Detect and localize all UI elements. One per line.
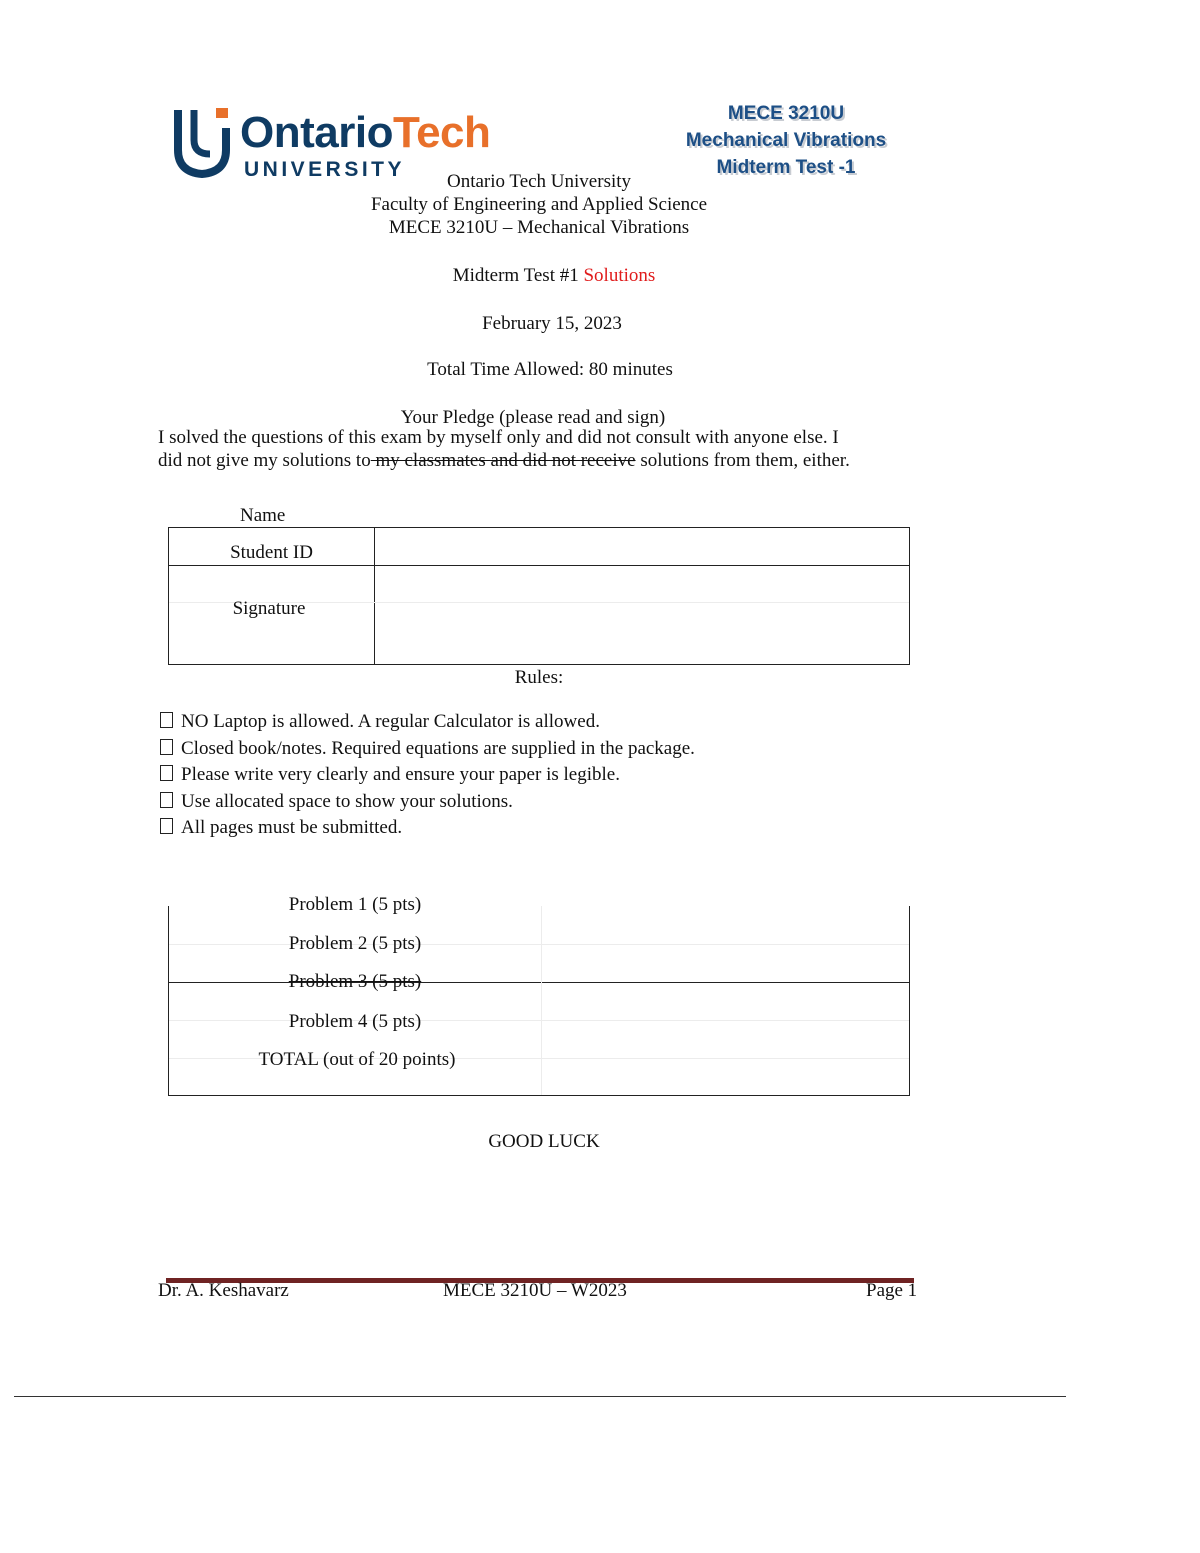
rule-item: All pages must be submitted. <box>160 816 695 843</box>
score-table <box>168 894 910 1096</box>
logo-wordmark <box>240 108 490 158</box>
score-row-problem-1: Problem 1 (5 pts) <box>288 894 422 915</box>
checkbox-icon <box>160 818 173 834</box>
checkbox-icon <box>160 712 173 728</box>
score-row-problem-4: Problem 4 (5 pts) <box>288 1011 422 1032</box>
footer-course: MECE 3210U – W2023 <box>443 1280 627 1301</box>
student-id-label: Student ID <box>230 542 313 563</box>
test-title <box>300 264 808 287</box>
name-label: Name <box>240 505 286 526</box>
pledge-line-2-start: did not give my solutions to <box>158 450 371 471</box>
signature-field[interactable] <box>376 567 908 663</box>
rule-item: Closed book/notes. Required equations are supplied in the package. <box>160 737 695 764</box>
rule-item: NO Laptop is allowed. A regular Calculator is allowed. <box>160 710 695 737</box>
page-bottom-rule <box>14 1396 1066 1397</box>
good-luck: GOOD LUCK <box>488 1131 600 1152</box>
course-title: MECE 3210U – Mechanical Vibrations <box>388 217 690 238</box>
solutions-label: Solutions <box>583 265 656 286</box>
logo-wordmark-tech: Tech <box>392 108 491 157</box>
score-row-problem-3: Problem 3 (5 pts) <box>288 971 422 992</box>
footer-page-number: Page 1 <box>866 1280 918 1301</box>
checkbox-icon <box>160 739 173 755</box>
pledge-line-2-struck: my classmates and did not receive <box>370 450 636 471</box>
signature-label: Signature <box>232 598 306 619</box>
footer-author: Dr. A. Keshavarz <box>158 1280 289 1301</box>
rules-title: Rules: <box>514 667 564 688</box>
pledge-title: Your Pledge (please read and sign) <box>400 407 666 428</box>
test-title-text: Midterm Test #1 <box>452 265 579 286</box>
checkbox-icon <box>160 792 173 808</box>
pledge-line-1: I solved the questions of this exam by myself only and did not consult with anyone else. I <box>158 427 839 448</box>
checkbox-icon <box>160 765 173 781</box>
rules-list <box>160 710 695 843</box>
student-info-table <box>168 527 910 665</box>
pledge-line-2 <box>158 449 850 472</box>
rule-item: Please write very clearly and ensure your paper is legible. <box>160 763 695 790</box>
university-name: Ontario Tech University <box>446 171 632 192</box>
pledge-line-2-end: solutions from them, either. <box>635 450 850 471</box>
rule-item: Use allocated space to show your solutions. <box>160 790 695 817</box>
ontario-tech-shield-icon <box>172 106 234 178</box>
logo-subtitle: UNIVERSITY <box>244 158 406 181</box>
test-date: February 15, 2023 <box>482 313 622 334</box>
score-row-problem-2: Problem 2 (5 pts) <box>288 933 422 954</box>
logo-wordmark-ontario: Ontario <box>240 108 393 157</box>
score-row-total: TOTAL (out of 20 points) <box>258 1049 456 1070</box>
course-header <box>672 100 900 181</box>
course-name: Mechanical Vibrations <box>685 130 887 151</box>
student-id-field[interactable] <box>376 528 908 564</box>
faculty-name: Faculty of Engineering and Applied Science <box>370 194 708 215</box>
course-code: MECE 3210U <box>727 103 845 124</box>
time-allowed: Total Time Allowed: 80 minutes <box>427 359 673 380</box>
test-name: Midterm Test -1 <box>716 157 856 178</box>
